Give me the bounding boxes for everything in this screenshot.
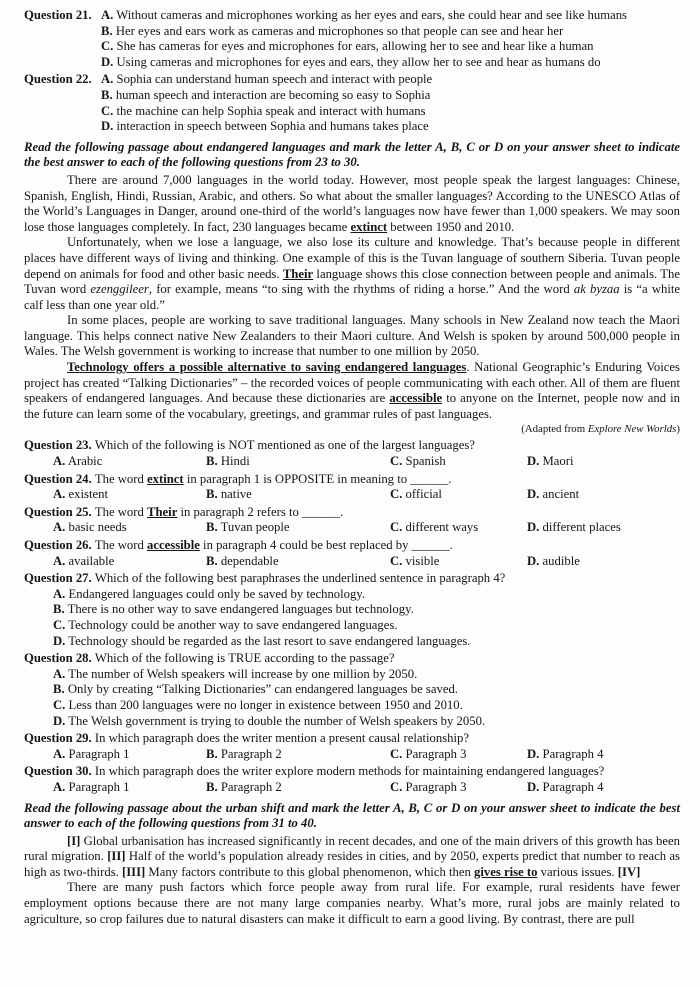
question-block — [24, 731, 680, 762]
answer-option — [527, 520, 680, 536]
option-letter: C. — [390, 454, 403, 469]
option-text: Only by creating “Talking Dictionaries” can endangered languages be saved. — [64, 682, 458, 697]
option-letter: D. — [53, 633, 66, 648]
option-letter: A. — [53, 454, 66, 469]
option-text: native — [217, 487, 252, 502]
option-text: visible — [402, 553, 440, 568]
text-segment: Global urbanisation has increased significantly in recent decades, and one of the main drivers of this growth has been rural migration. — [24, 833, 680, 864]
option-letter: C. — [390, 746, 403, 761]
text-segment: language shows this close connection between people and animals. The Tuvan word — [24, 266, 680, 297]
option-letter: A. — [53, 666, 66, 681]
answer-option — [53, 682, 680, 698]
option-text: ancient — [539, 487, 580, 502]
answer-option — [527, 487, 680, 503]
answer-option — [527, 454, 680, 470]
option-text: different places — [539, 520, 621, 535]
option-text: Paragraph 3 — [402, 746, 467, 761]
option-letter: C. — [390, 553, 403, 568]
questions-21-22-section — [24, 8, 680, 135]
option-text: Less than 200 languages were no longer in existence between 1950 and 2010. — [65, 697, 463, 712]
option-text: different ways — [402, 520, 479, 535]
answer-option — [527, 554, 680, 570]
text-segment: The word — [94, 471, 148, 486]
passage-paragraph — [24, 235, 680, 313]
text-segment: ezenggileer — [90, 282, 149, 297]
answer-option — [527, 780, 680, 796]
question-block — [24, 438, 680, 469]
question-stem — [24, 538, 680, 554]
answer-option — [390, 520, 527, 536]
answer-option — [53, 454, 206, 470]
question-block — [24, 8, 680, 70]
text-segment: gives rise to — [474, 864, 538, 879]
option-letter: A. — [53, 779, 66, 794]
question-label: Question 29. — [24, 731, 95, 746]
answer-option — [53, 520, 206, 536]
answer-option — [101, 72, 680, 88]
option-text: audible — [539, 553, 580, 568]
text-segment: accessible — [147, 538, 200, 552]
option-letter: B. — [206, 520, 218, 535]
answer-options-row — [53, 747, 680, 763]
text-segment: Technology offers a possible alternative to saving endangered languages — [67, 360, 467, 375]
text-segment: . National Geographic’s Enduring Voices project has created “Talking Dictionaries” – the recorded voices of people communicating with each other. All of them are fluent speakers of endangered languages. And because these dictionaries are — [24, 360, 680, 406]
option-text: Without cameras and microphones working as her eyes and ears, she could hear and see like humans — [113, 8, 627, 22]
question-stem — [24, 505, 680, 521]
answer-option — [390, 780, 527, 796]
reading1-instruction: Read the following passage about endangered languages and mark the letter A, B, C or D on your answer sheet to indicate the best answer to each of the following questions from 23 to 30. — [24, 139, 680, 170]
text-segment: is “a white calf less than one year old.” — [24, 282, 681, 312]
option-text: Spanish — [402, 454, 446, 469]
text-segment: In which paragraph does the writer mention a present causal relationship? — [94, 731, 470, 746]
option-text: Endangered languages could only be saved by technology. — [65, 586, 366, 601]
question-block — [24, 505, 680, 536]
question-label: Question 22. — [24, 72, 92, 87]
option-letter: C. — [390, 520, 403, 535]
option-text: There is no other way to save endangered languages but technology. — [64, 602, 414, 617]
question-label: Question 23. — [24, 438, 95, 453]
option-text: official — [402, 487, 442, 502]
text-segment: Their — [282, 266, 314, 281]
option-text: Tuvan people — [217, 520, 290, 535]
text-segment: (Adapted from — [521, 423, 588, 436]
option-letter: A. — [53, 586, 66, 601]
option-text: basic needs — [65, 520, 127, 535]
option-text: Hindi — [217, 454, 250, 469]
text-segment: There are many push factors which force people away from rural life. For example, rural residents have fewer employment options because there are not many large companies nearby. What’s more, rural jobs are mainly related to agriculture, so crop failures due to natural disasters can make it difficult to earn a good living. By contrast, there are pull — [24, 880, 680, 926]
option-letter: A. — [101, 8, 114, 22]
answer-option — [53, 602, 680, 618]
option-text: Maori — [539, 454, 574, 469]
text-segment: , for example, means “to sing with the rhythms of riding a horse.” And the word — [148, 282, 574, 297]
option-text: Using cameras and microphones for eyes and ears, they allow her to see and hear as humans do — [113, 54, 601, 69]
answer-option — [206, 747, 390, 763]
option-letter: B. — [206, 553, 218, 568]
option-letter: A. — [101, 72, 114, 87]
answer-options-row — [53, 454, 680, 470]
option-text: Arabic — [65, 454, 103, 469]
question-block — [24, 72, 680, 134]
text-segment: between 1950 and 2010. — [387, 219, 515, 234]
text-segment: [I] — [67, 833, 81, 848]
answer-options-row — [53, 780, 680, 796]
option-text: Paragraph 2 — [217, 746, 282, 761]
question-stem — [24, 651, 680, 667]
text-segment: [III] — [121, 864, 146, 879]
option-letter: B. — [206, 746, 218, 761]
option-letter: D. — [527, 520, 540, 535]
option-text: Paragraph 4 — [539, 746, 604, 761]
option-letter: B. — [101, 23, 113, 38]
option-letter: B. — [101, 87, 113, 102]
text-segment: The word — [94, 538, 148, 552]
passage-paragraph — [24, 313, 680, 360]
option-letter: C. — [53, 697, 66, 712]
question-label: Question 21. — [24, 8, 92, 22]
text-segment: The word — [94, 504, 148, 519]
option-letter: D. — [527, 779, 540, 794]
option-text: existent — [65, 487, 108, 502]
answer-option — [527, 747, 680, 763]
answer-option — [101, 24, 680, 40]
question-block — [24, 764, 680, 795]
text-segment: In some places, people are working to save traditional languages. Many schools in New Zealand now teach the Maori language. This helps connect native New Zealanders to their Maori culture. And Welsh is spoken by around 500,000 people in Wales. The Welsh government is working to increase that number to one million by 2050. — [24, 313, 680, 359]
option-letter: D. — [527, 454, 540, 469]
text-segment: Unfortunately, when we lose a language, we also lose its culture and knowledge. That’s because people in different places have different ways of living and thinking. One example of this is the Tuvan language of southern Siberia. Tuvan people depend on animals for food and other basic needs. — [24, 235, 680, 281]
answer-option — [390, 487, 527, 503]
option-text: interaction in speech between Sophia and humans takes place — [113, 119, 429, 134]
question-stem — [24, 472, 680, 488]
question-stem — [24, 438, 680, 454]
reading2-instruction: Read the following passage about the urban shift and mark the letter A, B, C or D on your answer sheet to indicate the best answer to each of the following questions from 31 to 40. — [24, 800, 680, 831]
answer-option — [390, 454, 527, 470]
question-label: Question 30. — [24, 764, 95, 779]
answer-option — [53, 554, 206, 570]
questions-23-30-section — [24, 438, 680, 795]
reading1-source-credit — [24, 423, 680, 436]
option-text: Technology should be regarded as the last resort to save endangered languages. — [65, 633, 471, 648]
text-segment: to anyone on the Internet, people now and in the future can learn some of the vocabulary, greetings, and grammar rules of past languages. — [24, 391, 680, 421]
text-segment: in paragraph 4 could be best replaced by ______. — [199, 538, 453, 552]
option-text: dependable — [217, 553, 279, 568]
option-text: Paragraph 1 — [65, 779, 130, 794]
text-segment: Which of the following best paraphrases the underlined sentence in paragraph 4? — [94, 571, 506, 586]
answer-options-row — [53, 520, 680, 536]
option-letter: A. — [53, 553, 66, 568]
reading2-passage — [24, 834, 680, 928]
text-segment: ) — [676, 423, 680, 436]
question-block — [24, 538, 680, 569]
text-segment: Which of the following is TRUE according to the passage? — [94, 651, 395, 666]
reading1-passage — [24, 173, 680, 423]
passage-paragraph — [24, 173, 680, 235]
answer-option — [101, 8, 680, 24]
option-letter: C. — [53, 617, 66, 632]
question-label: Question 26. — [24, 538, 95, 552]
answer-option — [53, 780, 206, 796]
option-letter: A. — [53, 487, 66, 502]
option-letter: B. — [206, 454, 218, 469]
text-segment: [IV] — [617, 864, 641, 879]
answer-option — [206, 487, 390, 503]
text-segment: extinct — [147, 471, 184, 486]
option-text: She has cameras for eyes and microphones for ears, allowing her to see and hear like a human — [113, 39, 594, 54]
answer-option — [101, 55, 680, 71]
question-stem — [24, 764, 680, 780]
question-label: Question 27. — [24, 571, 95, 586]
answer-option — [53, 487, 206, 503]
answer-option — [53, 667, 680, 683]
passage-paragraph — [24, 834, 680, 881]
question-label: Question 28. — [24, 651, 95, 666]
text-segment: extinct — [350, 219, 388, 234]
option-letter: D. — [53, 713, 66, 728]
option-letter: D. — [101, 54, 114, 69]
option-letter: C. — [101, 103, 114, 118]
option-letter: D. — [527, 487, 540, 502]
answer-option — [206, 454, 390, 470]
text-segment: In which paragraph does the writer explore modern methods for maintaining endangered languages? — [94, 764, 605, 779]
option-letter: B. — [53, 682, 65, 697]
option-text: Paragraph 3 — [402, 779, 467, 794]
text-segment: [II] — [107, 849, 126, 864]
option-letter: B. — [206, 487, 218, 502]
text-segment: Explore New Worlds — [587, 423, 677, 436]
option-text: Technology could be another way to save endangered languages. — [65, 617, 398, 632]
answer-option — [53, 698, 680, 714]
passage-paragraph — [24, 880, 680, 927]
text-segment: Which of the following is NOT mentioned as one of the largest languages? — [94, 438, 475, 453]
text-segment: in paragraph 1 is OPPOSITE in meaning to ______. — [183, 471, 452, 486]
option-letter: B. — [53, 602, 65, 617]
text-segment: There are around 7,000 languages in the world today. However, most people speak the largest languages: Chinese, Spanish, English, Hindi, Russian, Arabic, and others. So what about the smaller languages? According to the UNESCO Atlas of the World’s Languages in Danger, around one-third of the world’s languages now have fewer than 1,000 speakers. We may soon lose those languages completely. In fact, 230 languages became — [24, 172, 680, 234]
option-text: the machine can help Sophia speak and interact with humans — [113, 103, 426, 118]
question-stem — [24, 571, 680, 587]
option-text: Her eyes and ears work as cameras and microphones so that people can see and hear her — [112, 23, 564, 38]
option-letter: A. — [53, 746, 66, 761]
question-block — [24, 571, 680, 649]
option-text: Paragraph 4 — [539, 779, 604, 794]
question-label: Question 25. — [24, 504, 95, 519]
text-segment: accessible — [389, 391, 443, 406]
question-block — [24, 472, 680, 503]
option-letter: C. — [101, 39, 114, 54]
passage-paragraph — [24, 360, 680, 422]
answer-option — [101, 39, 680, 55]
option-letter: A. — [53, 520, 66, 535]
option-letter: B. — [206, 779, 218, 794]
option-text: Sophia can understand human speech and interact with people — [113, 72, 433, 87]
answer-option — [206, 780, 390, 796]
answer-option — [53, 618, 680, 634]
option-text: The Welsh government is trying to double the number of Welsh speakers by 2050. — [65, 713, 486, 728]
option-letter: D. — [527, 746, 540, 761]
option-text: Paragraph 2 — [217, 779, 282, 794]
answer-options-row — [53, 554, 680, 570]
answer-option — [53, 634, 680, 650]
option-letter: D. — [527, 553, 540, 568]
answer-option — [53, 587, 680, 603]
answer-option — [390, 747, 527, 763]
option-text: available — [65, 553, 115, 568]
question-label: Question 24. — [24, 471, 95, 486]
option-text: The number of Welsh speakers will increase by one million by 2050. — [65, 666, 418, 681]
question-block — [24, 651, 680, 729]
answer-option — [101, 119, 680, 135]
option-text: human speech and interaction are becoming so easy to Sophia — [112, 87, 431, 102]
answer-options-row — [53, 487, 680, 503]
option-letter: C. — [390, 779, 403, 794]
option-text: Paragraph 1 — [65, 746, 130, 761]
text-segment: various issues. — [537, 864, 618, 879]
answer-option — [101, 88, 680, 104]
answer-option — [53, 747, 206, 763]
answer-option — [53, 714, 680, 730]
answer-option — [101, 104, 680, 120]
answer-option — [390, 554, 527, 570]
text-segment: Many factors contribute to this global phenomenon, which then — [145, 864, 474, 879]
option-letter: C. — [390, 487, 403, 502]
question-stem — [24, 731, 680, 747]
text-segment: Their — [147, 504, 178, 519]
answer-option — [206, 520, 390, 536]
text-segment: in paragraph 2 refers to ______. — [177, 504, 344, 519]
option-letter: D. — [101, 119, 114, 134]
text-segment: Half of the world’s population already resides in cities, and by 2050, experts predict that number to reach as high as two-thirds. — [24, 849, 680, 879]
text-segment: ak byzaa — [573, 282, 620, 297]
answer-option — [206, 554, 390, 570]
